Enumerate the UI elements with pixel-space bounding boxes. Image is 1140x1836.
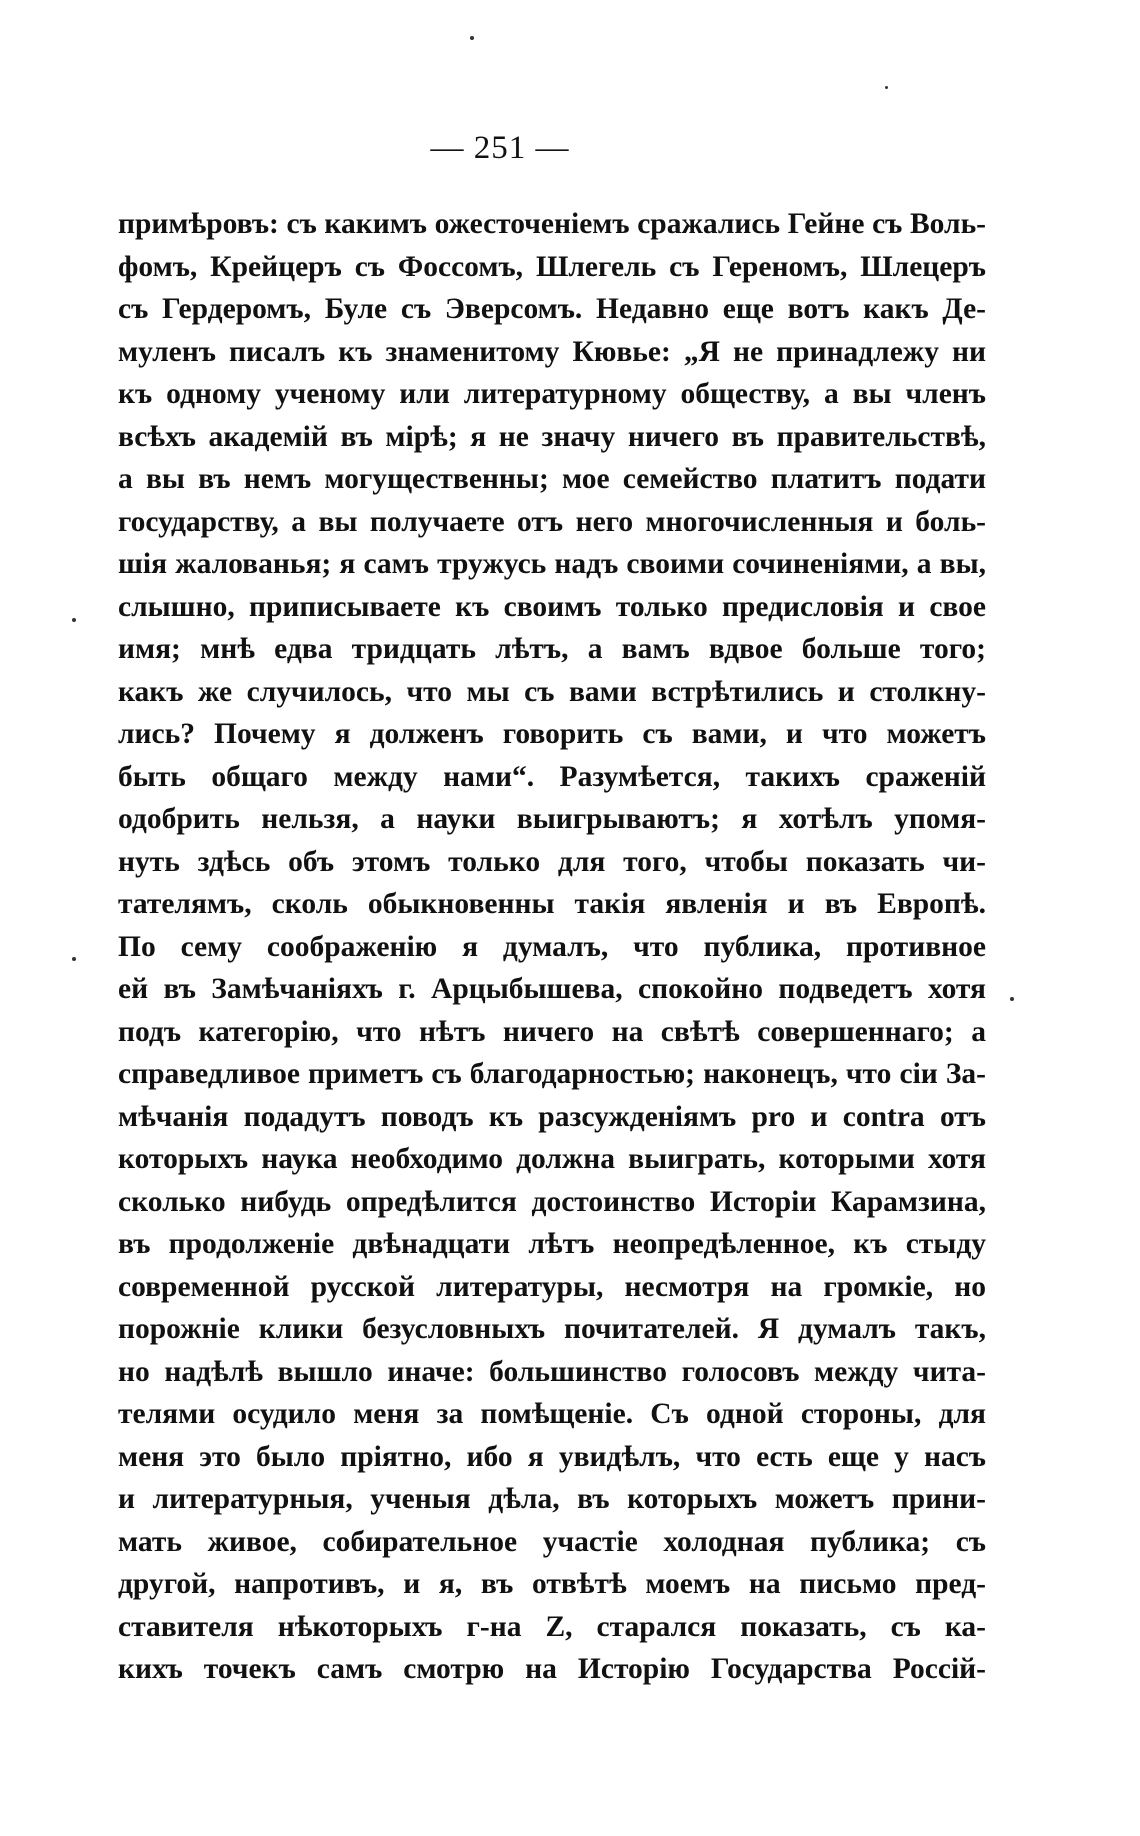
text-line: подъ категорію, что нѣтъ ничего на свѣтѣ совершеннаго; а bbox=[118, 1015, 986, 1048]
text-line: къ одному ученому или литературному обществу, а вы членъ bbox=[118, 378, 986, 410]
text-line: муленъ писалъ къ знаменитому Кювье: „Я не принадлежу ни bbox=[118, 335, 986, 368]
text-line: лись? Почему я долженъ говорить съ вами, и что можетъ bbox=[118, 718, 986, 750]
text-line: тателямъ, сколь обыкновенны такія явленія и въ Европѣ. bbox=[118, 888, 986, 920]
text-line: съ Гердеромъ, Буле съ Эверсомъ. Недавно еще вотъ какъ Де- bbox=[118, 293, 986, 325]
text-line: и литературныя, ученыя дѣла, въ которыхъ можетъ прини- bbox=[118, 1483, 986, 1515]
text-line: государству, а вы получаете отъ него многочисленныя и боль- bbox=[118, 505, 986, 538]
text-line: современной русской литературы, несмотря на громкіе, но bbox=[118, 1270, 986, 1303]
body-text bbox=[118, 203, 986, 1691]
page-number: — 251 — bbox=[430, 130, 570, 166]
text-line: быть общаго между нами“. Разумѣется, такихъ сраженій bbox=[118, 760, 986, 793]
text-line: мать живое, собирательное участіе холодная публика; съ bbox=[118, 1525, 986, 1558]
text-line: кихъ точекъ самъ смотрю на Исторію Государства Россій- bbox=[118, 1653, 986, 1685]
text-line: всѣхъ академій въ мірѣ; я не значу ничего въ правительствѣ, bbox=[118, 420, 986, 453]
text-line: имя; мнѣ едва тридцать лѣтъ, а вамъ вдвое больше того; bbox=[118, 633, 986, 665]
text-line: справедливое приметъ съ благодарностью; наконецъ, что сіи За- bbox=[118, 1058, 986, 1090]
ink-speck bbox=[1010, 997, 1014, 1001]
text-line: нуть здѣсь объ этомъ только для того, чтобы показать чи- bbox=[118, 845, 986, 878]
text-line: шія жалованья; я самъ тружусь надъ своими сочиненіями, а вы, bbox=[118, 548, 986, 580]
ink-speck bbox=[885, 86, 888, 89]
text-line: По сему соображенію я думалъ, что публика, противное bbox=[118, 930, 986, 963]
ink-speck bbox=[470, 36, 474, 40]
text-line: одобрить нельзя, а науки выигрываютъ; я хотѣлъ упомя- bbox=[118, 803, 986, 835]
text-line: другой, напротивъ, и я, въ отвѣтѣ моемъ на письмо пред- bbox=[118, 1568, 986, 1600]
ink-speck bbox=[72, 957, 76, 961]
text-line: фомъ, Крейцеръ съ Фоссомъ, Шлегель съ Гереномъ, Шлецеръ bbox=[118, 250, 986, 283]
ink-speck bbox=[72, 618, 76, 622]
text-line: сколько нибудь опредѣлится достоинство Исторіи Карамзина, bbox=[118, 1185, 986, 1218]
text-line: примѣровъ: съ какимъ ожесточеніемъ сражались Гейне съ Воль- bbox=[118, 208, 986, 240]
text-line: ставителя нѣкоторыхъ г-на Z, старался показать, съ ка- bbox=[118, 1610, 986, 1643]
text-line: которыхъ наука необходимо должна выиграть, которыми хотя bbox=[118, 1143, 986, 1175]
text-line: но надѣлѣ вышло иначе: большинство голосовъ между чита- bbox=[118, 1355, 986, 1388]
text-line: телями осудило меня за помѣщеніе. Съ одной стороны, для bbox=[118, 1398, 986, 1430]
text-line: ей въ Замѣчаніяхъ г. Арцыбышева, спокойно подведетъ хотя bbox=[118, 973, 986, 1005]
text-line: а вы въ немъ могущественны; мое семейство платитъ подати bbox=[118, 463, 986, 495]
text-line: какъ же случилось, что мы съ вами встрѣтились и столкну- bbox=[118, 675, 986, 708]
text-line: слышно, приписываете къ своимъ только предисловія и свое bbox=[118, 590, 986, 623]
text-line: порожніе клики безусловныхъ почитателей. Я думалъ такъ, bbox=[118, 1313, 986, 1345]
text-line: меня это было пріятно, ибо я увидѣлъ, что есть еще у насъ bbox=[118, 1440, 986, 1473]
text-line: мѣчанія подадутъ поводъ къ разсужденіямъ pro и contra отъ bbox=[118, 1100, 986, 1133]
text-line: въ продолженіе двѣнадцати лѣтъ неопредѣленное, къ стыду bbox=[118, 1228, 986, 1260]
